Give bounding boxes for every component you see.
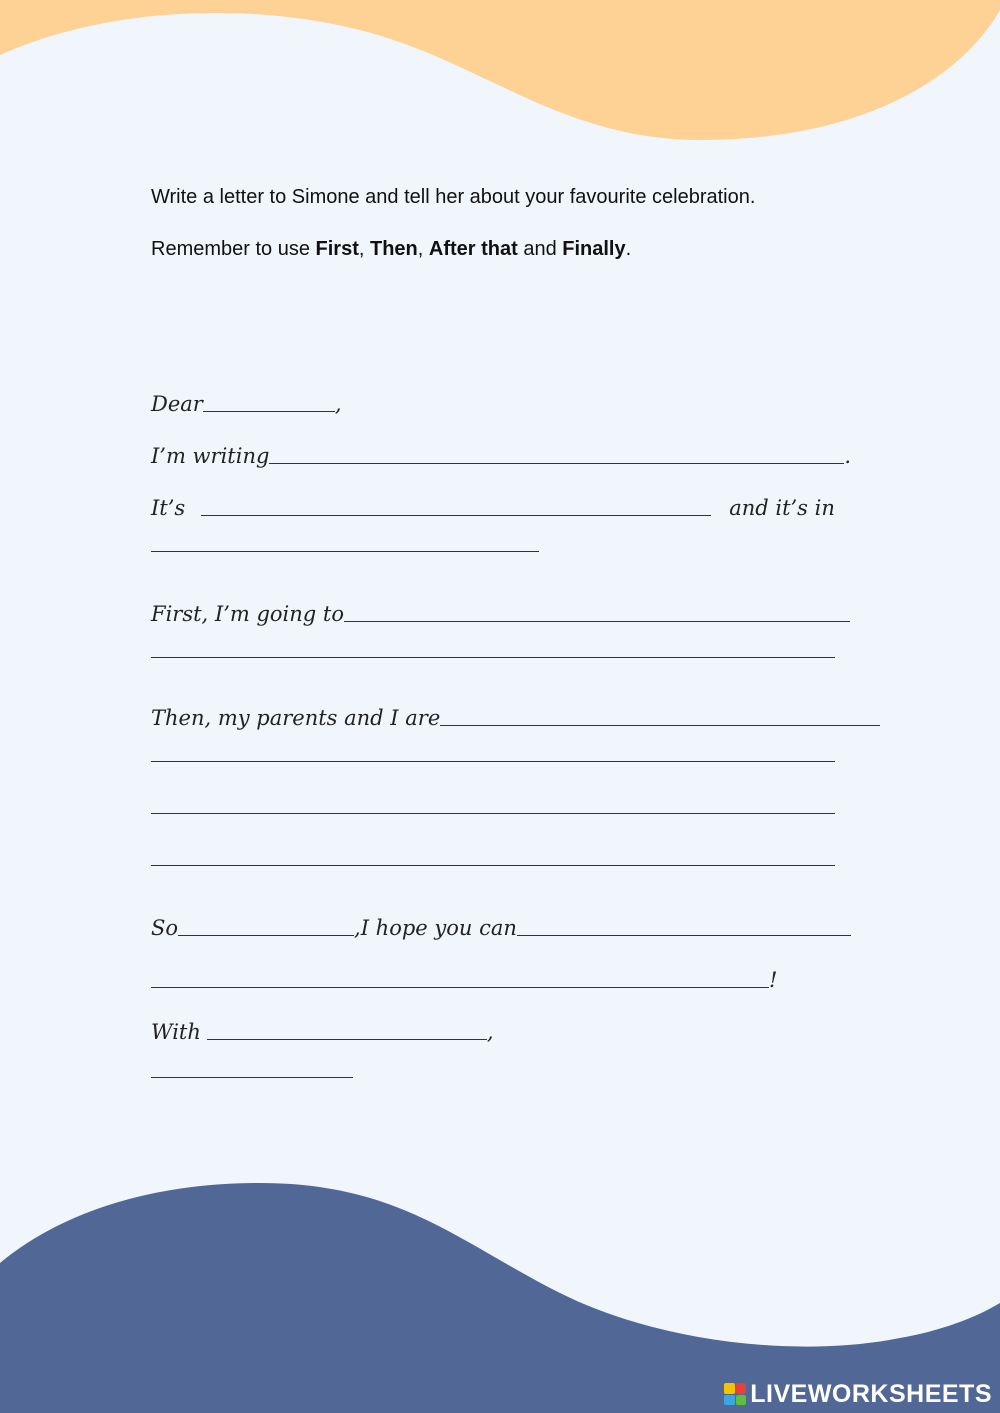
instruction-prefix: Remember to use [151, 238, 316, 260]
letter-line-first-continued [151, 656, 835, 662]
period: . [844, 444, 852, 468]
comma: , [334, 392, 342, 416]
letter-line-signature [151, 1076, 353, 1082]
first-label: First, I’m going to [151, 602, 344, 626]
comma: , [486, 1020, 494, 1044]
exclamation: ! [769, 968, 778, 992]
letter-line-then-continued-1 [151, 760, 835, 766]
keyword-first: First [315, 238, 359, 260]
liveworksheets-logo-icon [724, 1383, 746, 1405]
then-label: Then, my parents and I are [151, 706, 441, 730]
separator: , [358, 238, 370, 260]
hope-continued-blank[interactable] [151, 986, 769, 988]
so-label: So [151, 916, 179, 940]
keyword-then: Then [369, 238, 418, 260]
letter-line-then-continued-2 [151, 812, 835, 818]
letter-line-first [151, 602, 850, 626]
letter-line-so [151, 916, 851, 940]
liveworksheets-logo[interactable] [724, 1381, 992, 1407]
letter-line-dear [151, 392, 342, 416]
then-continued-blank-3[interactable] [151, 864, 835, 866]
instruction-line-1 [151, 186, 848, 209]
keyword-finally: Finally [562, 238, 626, 260]
with-blank[interactable] [207, 1038, 487, 1040]
bottom-wave-decoration [0, 1183, 1000, 1413]
top-wave-decoration [0, 0, 1000, 160]
keyword-after-that: After that [428, 238, 518, 260]
period: . [625, 238, 632, 260]
dear-label: Dear [151, 392, 203, 416]
first-continued-blank[interactable] [151, 656, 835, 658]
letter-line-then [151, 706, 880, 730]
letter-line-writing [151, 444, 851, 468]
its-continued-blank[interactable] [151, 550, 539, 552]
and-its-in-label: and it’s in [729, 496, 835, 520]
first-blank[interactable] [344, 620, 850, 622]
letter-line-its [151, 496, 848, 520]
hope-blank[interactable] [517, 934, 851, 936]
name-blank[interactable] [203, 410, 335, 412]
hope-label: ,I hope you can [354, 916, 517, 940]
with-label: With [151, 1020, 201, 1044]
letter-line-hope-continued [151, 968, 777, 992]
writing-label: I’m writing [151, 444, 270, 468]
letter-line-its-continued [151, 550, 539, 556]
signature-blank[interactable] [151, 1076, 353, 1078]
then-continued-blank-2[interactable] [151, 812, 835, 814]
its-blank[interactable] [201, 514, 711, 516]
letter-line-with [151, 1020, 494, 1044]
then-blank[interactable] [440, 724, 880, 726]
logo-text: LIVEWORKSHEETS [750, 1379, 992, 1408]
so-blank[interactable] [178, 934, 354, 936]
its-label: It’s [151, 496, 186, 520]
letter-line-then-continued-3 [151, 864, 835, 870]
conjunction: and [517, 238, 563, 260]
instruction-text: Write a letter to Simone and tell her about your favourite celebration. [151, 186, 756, 208]
then-continued-blank-1[interactable] [151, 760, 835, 762]
writing-blank[interactable] [269, 462, 844, 464]
instruction-line-2 [151, 238, 848, 261]
separator: , [417, 238, 429, 260]
